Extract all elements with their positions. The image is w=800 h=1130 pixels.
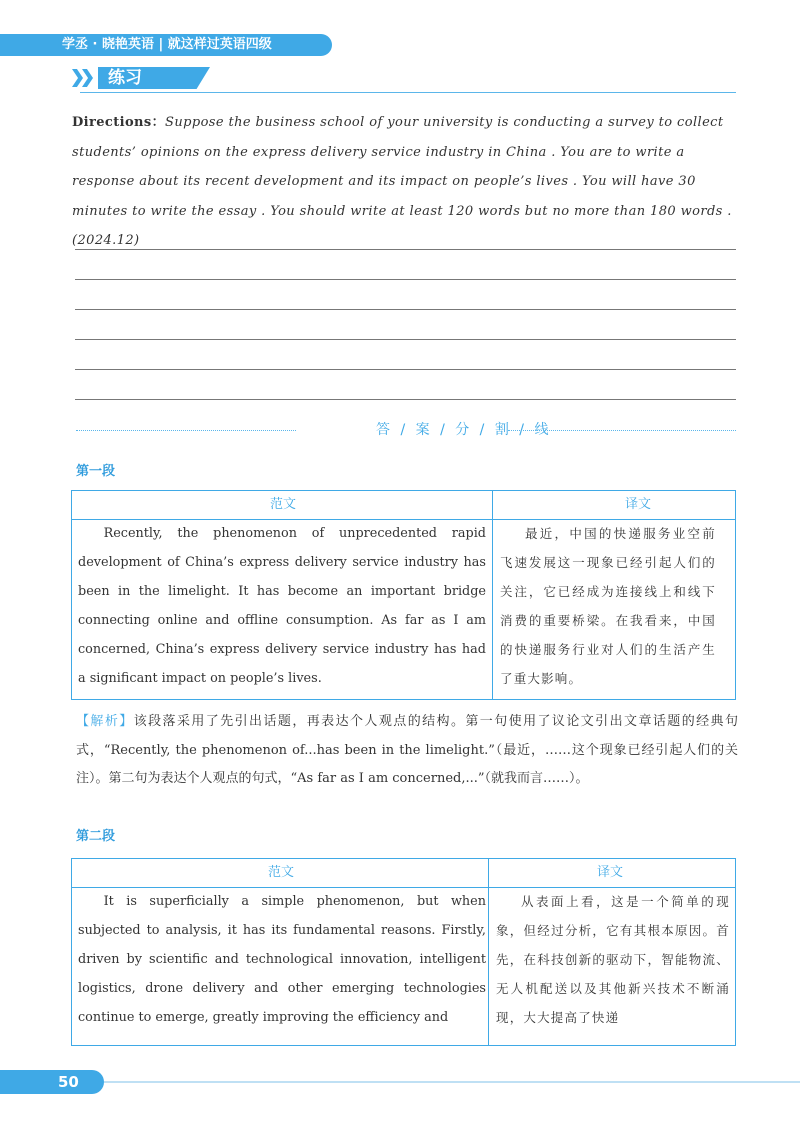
footer-rule <box>104 1081 800 1083</box>
running-header: 学丞 · 晓艳英语 | 就这样过英语四级 <box>0 34 332 56</box>
header-rule <box>80 92 736 93</box>
chevron-icon <box>82 69 93 87</box>
analysis-tag: 【解析】 <box>76 714 134 729</box>
writing-line <box>75 279 736 280</box>
translation-text: 从表面上看，这是一个简单的现象，但经过分析，它有其根本原因。首先，在科技创新的驱动下，智能物流、无人机配送以及其他新兴技术不断涌现，大大提高了快递 <box>496 894 730 1025</box>
writing-line <box>75 249 736 250</box>
col-header-zh: 译文 <box>597 865 624 880</box>
model-essay-text: Recently, the phenomenon of unprecedented rapid development of China’s express delivery service industry has been in the limelight. It has become an important bridge connecting online and offline consumption. As far as I am concerned, China’s express delivery service industry has had a significant impact on people’s lives. <box>78 526 486 686</box>
col-header-en: 范文 <box>268 865 295 880</box>
page-number: 50 <box>0 1070 104 1094</box>
analysis <box>76 708 738 794</box>
table-header <box>72 859 735 888</box>
col-header-zh: 译文 <box>625 497 652 512</box>
writing-line <box>75 339 736 340</box>
divider-dots <box>76 430 296 431</box>
directions-label: Directions： <box>72 115 166 130</box>
translation-text: 最近，中国的快递服务业空前飞速发展这一现象已经引起人们的关注，它已经成为连接线上和线下消费的重要桥梁。在我看来，中国的快递服务行业对人们的生活产生了重大影响。 <box>500 526 716 686</box>
model-essay-text: It is superficially a simple phenomenon, but when subjected to analysis, it has its fundamental reasons. Firstly, driven by scientific and technological innovation, intelligent logistics, drone delivery and other emerging technologies continue to emerge, greatly improving the efficiency and <box>78 894 486 1025</box>
divider-dots <box>508 430 736 431</box>
writing-line <box>75 369 736 370</box>
section-title: 练习 <box>108 68 142 88</box>
paragraph2-title: 第二段 <box>76 829 116 844</box>
column-separator <box>492 491 493 699</box>
answer-divider <box>76 420 736 440</box>
paragraph2-table <box>71 858 736 1046</box>
writing-line <box>75 399 736 400</box>
divider-label: 答 / 案 / 分 / 割 / 线 <box>376 422 552 438</box>
directions-text: Suppose the business school of your university is conducting a survey to collect students’ opinions on the express delivery service industry in China . You are to write a response about its recent development and its impact on people’s lives . You will have 30 minutes to write the essay . You should write at least 120 words but no more than 180 words .(2024.12) <box>72 115 732 248</box>
section-tag <box>72 64 210 92</box>
analysis-text: 该段落采用了先引出话题，再表达个人观点的结构。第一句使用了议论文引出文章话题的经典句式，“Recently, the phenomenon of...has been in the limelight.”（最近，……这个现象已经引起人们的关注）。第二句为表达个人观点的句式，“As far as I am concerned,...”（就我而言……）。 <box>76 714 738 786</box>
writing-line <box>75 309 736 310</box>
col-header-en: 范文 <box>270 497 297 512</box>
table-header <box>72 491 735 520</box>
paragraph1-title: 第一段 <box>76 464 116 479</box>
directions <box>72 108 740 256</box>
paragraph1-table <box>71 490 736 700</box>
column-separator <box>488 859 489 1045</box>
chevron-icon <box>72 69 83 87</box>
